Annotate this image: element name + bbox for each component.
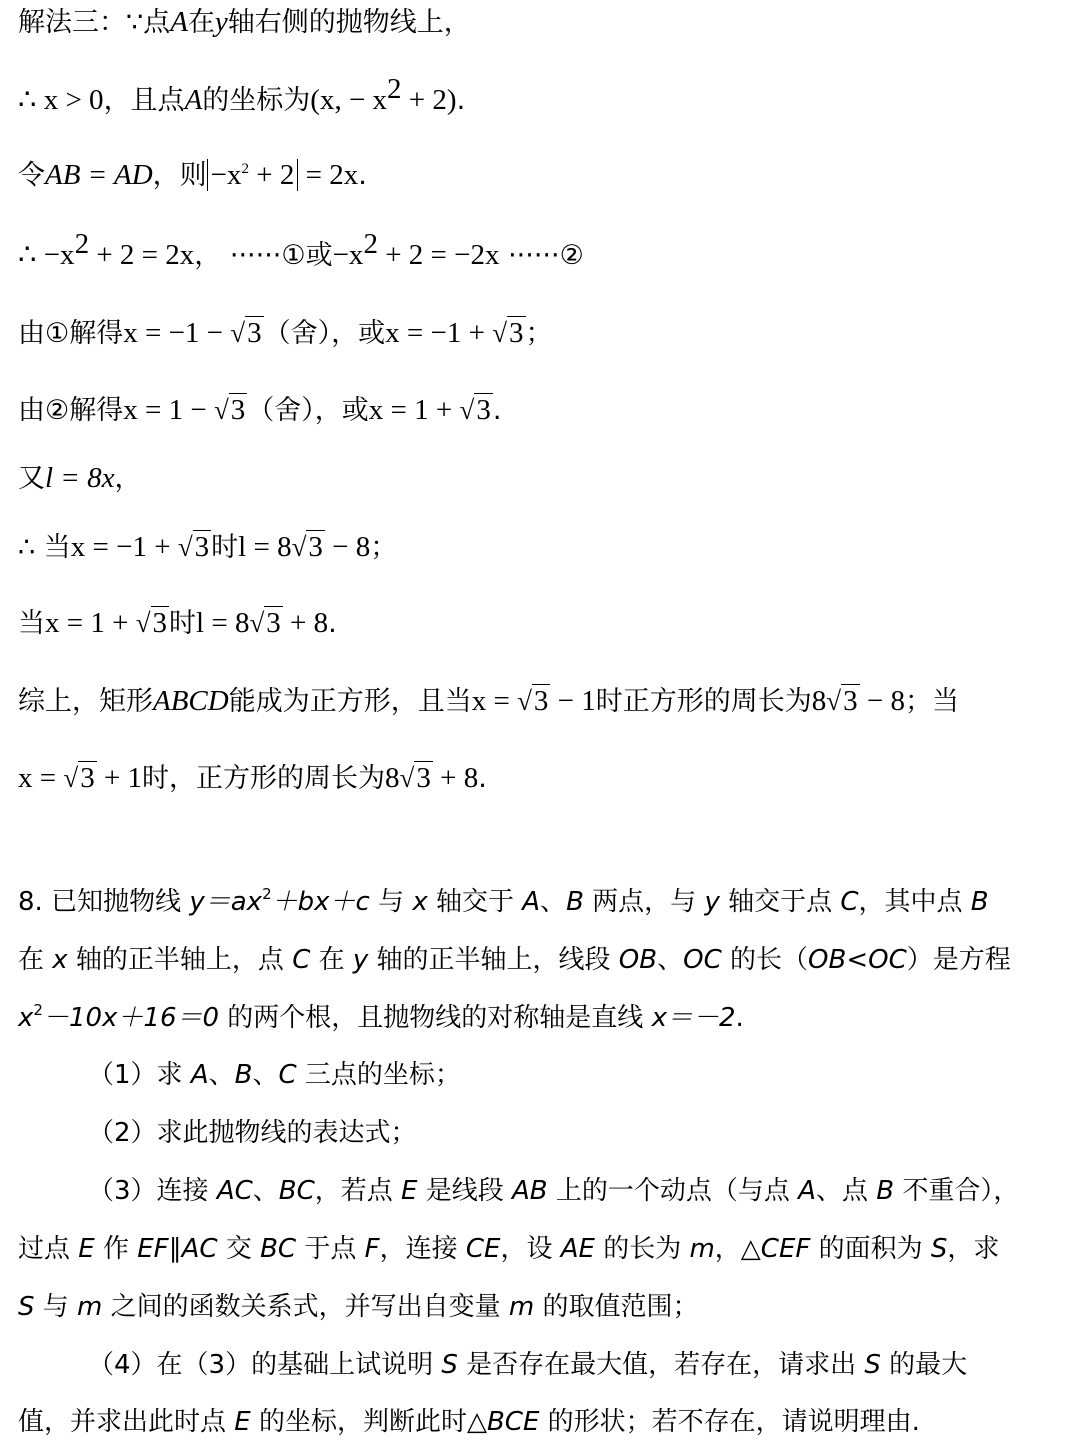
text: 、 xyxy=(208,1060,235,1090)
text: （舍），或 xyxy=(263,318,386,349)
math-var: CE xyxy=(465,1234,501,1264)
question-4-line-1 xyxy=(88,1345,1050,1385)
radicand: 3 xyxy=(194,531,210,563)
text: 三点的坐标； xyxy=(296,1060,461,1090)
math-expr: − 1 xyxy=(550,685,596,717)
radicand: 3 xyxy=(476,394,491,426)
text: 时 xyxy=(211,532,239,563)
math-var: m xyxy=(689,1234,715,1264)
math-expr: x = 1 + xyxy=(368,394,460,426)
math-var: OC xyxy=(683,945,722,975)
question-3-line-1 xyxy=(88,1171,1050,1211)
question-1 xyxy=(88,1055,1050,1095)
math-expr: + 2 = −2x xyxy=(377,239,500,271)
text: ······② xyxy=(499,240,584,271)
math-var: B xyxy=(876,1176,895,1206)
text: 在 xyxy=(310,945,353,975)
math-expr: + 8 xyxy=(282,607,329,639)
math-var: CEF xyxy=(760,1234,811,1264)
problem-line-2 xyxy=(18,940,1050,980)
math-expr: + 1 xyxy=(96,762,143,794)
text: 在 xyxy=(187,7,215,38)
solution-line-10 xyxy=(18,681,1050,722)
text: 、 xyxy=(252,1176,279,1206)
text: 两点，与 xyxy=(583,887,705,917)
math-var: x xyxy=(412,887,428,917)
text: 、 xyxy=(540,887,567,917)
math-expr: ∴ x > 0 xyxy=(18,84,104,116)
text: 是否存在最大值，若存在，请求出 xyxy=(457,1350,865,1380)
text: ； xyxy=(370,532,398,563)
text: 上的一个动点（与点 xyxy=(547,1176,799,1206)
text: 轴右侧的抛物线上， xyxy=(227,7,471,38)
math-var: x xyxy=(18,1003,34,1033)
math-var: BC xyxy=(278,1176,315,1206)
math-var: S xyxy=(864,1350,881,1380)
math-var: S xyxy=(18,1292,35,1322)
problem-line-1 xyxy=(18,882,1050,922)
math-var: A xyxy=(798,1176,816,1206)
text: ）是方程 xyxy=(906,945,1011,975)
text: 轴交于 xyxy=(427,887,523,917)
math-expr: x = xyxy=(18,762,64,794)
math-var: m xyxy=(508,1292,535,1322)
text: 解法三：∵点 xyxy=(18,7,171,38)
math-expr: ＋bx＋c xyxy=(271,887,370,917)
math-var: y xyxy=(214,6,228,38)
math-expr: x = −1 + xyxy=(70,531,178,563)
text: 的长（ xyxy=(721,945,809,975)
text: 之间的函数关系式，并写出自变量 xyxy=(102,1292,509,1322)
text: . xyxy=(735,1003,744,1033)
sqrt: √3 xyxy=(249,607,281,639)
text: 交 xyxy=(217,1234,261,1264)
text: ，△ xyxy=(714,1234,761,1264)
math-var: BC xyxy=(260,1234,297,1264)
text: 由①解得 xyxy=(18,318,124,349)
math-expr: + 2) xyxy=(401,84,457,116)
radicand: 3 xyxy=(230,394,246,426)
math-exponent: 2 xyxy=(262,885,272,903)
math-expr: y＝ax xyxy=(189,887,263,917)
text: 的面积为 xyxy=(810,1234,931,1264)
math-expr: x = −1 − xyxy=(123,317,231,349)
text: 的取值范围； xyxy=(534,1292,699,1322)
text: 值，并求出此时点 xyxy=(18,1407,235,1437)
radicand: 3 xyxy=(533,685,549,717)
radicand: 3 xyxy=(509,317,524,349)
math-expr: −x xyxy=(332,239,364,271)
radicand: 3 xyxy=(308,531,323,563)
math-var: BCE xyxy=(486,1407,540,1437)
text: 过点 xyxy=(18,1234,79,1264)
text: 的最大 xyxy=(880,1350,968,1380)
question-4-line-2 xyxy=(18,1402,1050,1442)
sqrt: √3 xyxy=(517,685,549,717)
math-expr: −x xyxy=(210,159,242,191)
math-var: m xyxy=(77,1292,103,1322)
text: 时，正方形的周长为 xyxy=(142,763,386,794)
text: 在 xyxy=(18,945,53,975)
text: （1）求 xyxy=(88,1060,191,1090)
solution-line-4 xyxy=(18,228,1050,276)
sqrt: √3 xyxy=(291,531,323,563)
math-exponent: 2 xyxy=(241,161,249,177)
radicand: 3 xyxy=(247,317,262,349)
radicand: 3 xyxy=(266,607,281,639)
math-var: C xyxy=(840,887,859,917)
text: 轴交于点 xyxy=(719,887,841,917)
solution-line-1 xyxy=(18,2,1050,43)
math-expr: + 2 = 2x xyxy=(89,239,195,271)
math-var: ABCD xyxy=(153,685,229,717)
text: 能成为正方形，且当 xyxy=(228,686,472,717)
text: 于点 xyxy=(296,1234,365,1264)
solution-line-7 xyxy=(18,458,1050,499)
math-expr: －10x＋16＝0 xyxy=(42,1003,220,1033)
text: ，则 xyxy=(152,160,207,191)
text: 由②解得 xyxy=(18,395,124,426)
math-var: B xyxy=(970,887,989,917)
math-exponent: 2 xyxy=(363,228,378,260)
sqrt: √3 xyxy=(459,394,491,426)
text: ∴ 当 xyxy=(18,532,71,563)
sqrt: √3 xyxy=(492,317,524,349)
question-2 xyxy=(88,1113,1050,1153)
text: 的形状；若不存在，请说明理由. xyxy=(539,1407,920,1437)
math-exponent: 2 xyxy=(33,1001,43,1019)
math-expr: EF∥AC xyxy=(137,1234,218,1264)
math-expr: x = 1 − xyxy=(123,394,214,426)
text: 、点 xyxy=(815,1176,877,1206)
solution-line-3 xyxy=(18,155,1050,196)
text: （3）连接 xyxy=(88,1176,217,1206)
text: 、 xyxy=(657,945,684,975)
text: ，求 xyxy=(947,1234,1000,1264)
text: 的坐标，判断此时△ xyxy=(250,1407,487,1437)
text: 不重合）， xyxy=(894,1176,1020,1206)
math-var: B xyxy=(234,1060,253,1090)
math-expr: x = −1 + xyxy=(385,317,493,349)
math-var: B xyxy=(566,887,584,917)
solution-line-11 xyxy=(18,758,1050,799)
text: 综上，矩形 xyxy=(18,686,153,717)
text: 的两个根，且抛物线的对称轴是直线 xyxy=(219,1003,652,1033)
math-var: S xyxy=(441,1350,458,1380)
math-var: S xyxy=(930,1234,948,1264)
math-var: A xyxy=(170,6,188,38)
text: . xyxy=(358,160,367,191)
math-var: AB xyxy=(512,1176,548,1206)
math-expr: OB<OC xyxy=(808,945,907,975)
text: ， xyxy=(114,463,142,494)
solution-line-9 xyxy=(18,603,1050,644)
text: ，若点 xyxy=(314,1176,402,1206)
math-expr: = 2x xyxy=(298,159,359,191)
math-expr: x = xyxy=(471,685,518,717)
radicand: 3 xyxy=(152,607,168,639)
math-var: F xyxy=(364,1234,380,1264)
solution-line-5 xyxy=(18,313,1050,354)
radicand: 3 xyxy=(80,762,95,794)
radicand: 3 xyxy=(843,685,858,717)
text: ，连接 xyxy=(379,1234,466,1264)
problem-line-3 xyxy=(18,998,1050,1038)
text: （舍），或 xyxy=(247,395,369,426)
math-var: C xyxy=(292,945,311,975)
math-expr: − 8 xyxy=(859,685,905,717)
math-var: A xyxy=(190,1060,209,1090)
math-var: E xyxy=(78,1234,95,1264)
sqrt: √3 xyxy=(177,531,210,563)
text: 作 xyxy=(94,1234,138,1264)
text: . xyxy=(492,395,502,426)
math-var: E xyxy=(401,1176,418,1206)
math-exponent: 2 xyxy=(387,73,402,105)
math-expr: x＝－2 xyxy=(651,1003,736,1033)
math-var: y xyxy=(704,887,720,917)
solution-line-6 xyxy=(18,390,1050,431)
text: 的长为 xyxy=(594,1234,690,1264)
text: . xyxy=(456,85,466,116)
math-var: AC xyxy=(216,1176,253,1206)
math-expr: AB = AD xyxy=(45,159,153,191)
text: 时正方形的周长为 xyxy=(595,686,812,717)
question-3-line-2 xyxy=(18,1229,1050,1269)
math-var: x xyxy=(52,945,68,975)
text: 的坐标为 xyxy=(202,85,311,116)
math-expr: l = 8 xyxy=(238,531,292,563)
math-expr: 8 xyxy=(385,762,400,794)
sqrt: √3 xyxy=(213,394,246,426)
text: 轴的正半轴上，点 xyxy=(67,945,293,975)
text: ，且点 xyxy=(103,85,185,116)
text: ； xyxy=(525,318,553,349)
text: （2）求此抛物线的表达式； xyxy=(88,1118,417,1148)
math-var: OB xyxy=(618,945,658,975)
text: 令 xyxy=(18,160,45,191)
math-var: AE xyxy=(560,1234,595,1264)
sqrt: √3 xyxy=(63,762,95,794)
absolute-value xyxy=(207,159,299,191)
text: 当 xyxy=(18,608,45,639)
math-expr: + 8 xyxy=(432,762,479,794)
text: 又 xyxy=(18,463,45,494)
math-var: E xyxy=(234,1407,251,1437)
text: 与 xyxy=(34,1292,78,1322)
text: 8. 已知抛物线 xyxy=(18,887,190,917)
sqrt: √3 xyxy=(399,762,431,794)
radicand: 3 xyxy=(416,762,431,794)
text: . xyxy=(328,608,337,639)
math-expr: l = 8 xyxy=(196,607,250,639)
math-expr: (x, − x xyxy=(310,84,388,116)
text: 与 xyxy=(369,887,413,917)
math-expr: − 8 xyxy=(324,531,371,563)
text: . xyxy=(478,763,487,794)
text: 是线段 xyxy=(417,1176,513,1206)
math-expr: + 2 xyxy=(249,159,295,191)
text: ，其中点 xyxy=(858,887,971,917)
text: ；当 xyxy=(904,686,959,717)
math-var: y xyxy=(352,945,369,975)
text: （4）在（3）的基础上试说明 xyxy=(88,1350,442,1380)
math-var: A xyxy=(184,84,203,116)
text: ，设 xyxy=(500,1234,561,1264)
sqrt: √3 xyxy=(230,317,262,349)
text: 时 xyxy=(169,608,197,639)
text: 轴的正半轴上，线段 xyxy=(368,945,619,975)
sqrt: √3 xyxy=(135,607,168,639)
text: ， ······①或 xyxy=(194,240,333,271)
sqrt: √3 xyxy=(826,685,858,717)
text: 、 xyxy=(252,1060,279,1090)
math-expr: 8 xyxy=(811,685,827,717)
solution-line-2 xyxy=(18,73,1050,121)
math-expr: ∴ −x xyxy=(18,239,75,271)
solution-line-8 xyxy=(18,527,1050,568)
math-var: C xyxy=(278,1060,297,1090)
math-expr: l = 8x xyxy=(45,462,115,494)
question-3-line-3 xyxy=(18,1287,1050,1327)
math-expr: x = 1 + xyxy=(45,607,136,639)
math-var: A xyxy=(522,887,541,917)
math-exponent: 2 xyxy=(74,228,90,260)
